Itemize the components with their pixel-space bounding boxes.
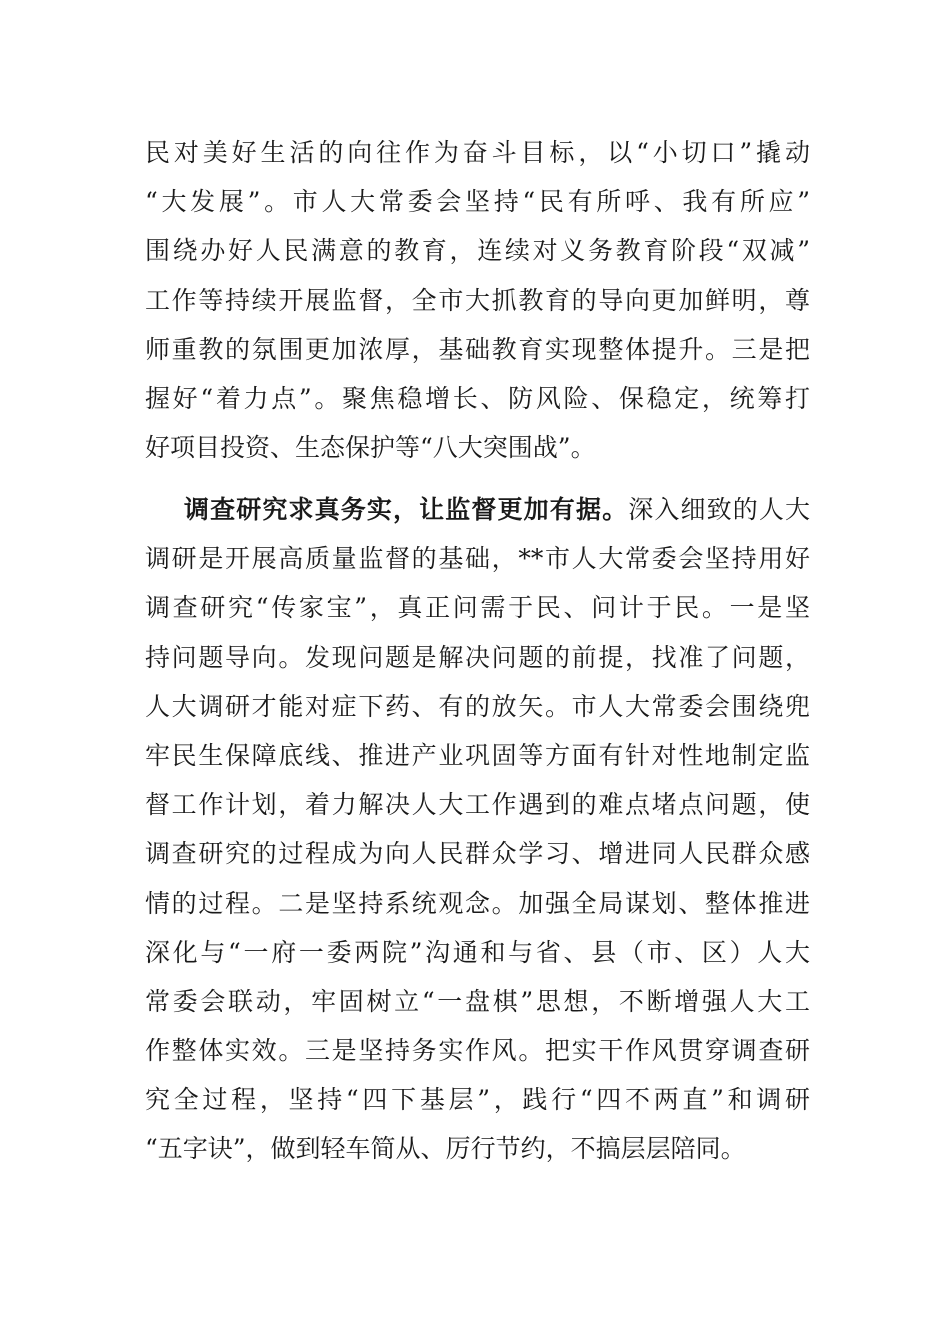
paragraph-1-line: 好项目投资、生态保护等“八大突围战”。 bbox=[145, 433, 596, 463]
paragraph-2-line: 常委会联动，牢固树立“一盘棋”思想，不断增强人大工 bbox=[145, 986, 810, 1016]
paragraph-1-line: 工作等持续开展监督，全市大抓教育的导向更加鲜明，尊 bbox=[145, 285, 810, 315]
paragraph-2-first-line-rest: 深入细致的人大 bbox=[628, 495, 810, 524]
paragraph-1-line: 民对美好生活的向往作为奋斗目标，以“小切口”撬动 bbox=[145, 138, 810, 167]
paragraph-2-line: 调查研究的过程成为向人民群众学习、增进同人民群众感 bbox=[145, 839, 810, 869]
paragraph-2-line: 深化与“一府一委两院”沟通和与省、县（市、区）人大 bbox=[145, 937, 810, 967]
paragraph-1-line: “大发展”。市人大常委会坚持“民有所呼、我有所应” bbox=[145, 187, 810, 217]
paragraph-2-line: 牢民生保障底线、推进产业巩固等方面有针对性地制定监 bbox=[145, 740, 810, 770]
paragraph-1-line: 握好“着力点”。聚焦稳增长、防风险、保稳定，统筹打 bbox=[145, 383, 810, 413]
paragraph-1-line: 师重教的氛围更加浓厚，基础教育实现整体提升。三是把 bbox=[145, 334, 810, 364]
paragraph-1-line: 围绕办好人民满意的教育，连续对义务教育阶段“双减” bbox=[145, 236, 810, 266]
paragraph-2-first-line bbox=[145, 485, 810, 534]
paragraph-2-line: 作整体实效。三是坚持务实作风。把实干作风贯穿调查研 bbox=[145, 1036, 810, 1066]
paragraph-2-line: 督工作计划，着力解决人大工作遇到的难点堵点问题，使 bbox=[145, 790, 810, 820]
paragraph-2-line: 究全过程，坚持“四下基层”，践行“四不两直”和调研 bbox=[145, 1085, 810, 1115]
paragraph-2-line: 调查研究“传家宝”，真正问需于民、问计于民。一是坚 bbox=[145, 593, 810, 623]
paragraph-2-heading: 调查研究求真务实，让监督更加有据。 bbox=[184, 495, 629, 524]
paragraph-2-line: “五字诀”，做到轻车简从、厉行节约，不搞层层陪同。 bbox=[145, 1134, 746, 1164]
paragraph-2 bbox=[145, 485, 810, 1174]
paragraph-2-line: 情的过程。二是坚持系统观念。加强全局谋划、整体推进 bbox=[145, 888, 810, 918]
paragraph-2-line: 人大调研才能对症下药、有的放矢。市人大常委会围绕兜 bbox=[145, 691, 810, 721]
paragraph-2-line: 持问题导向。发现问题是解决问题的前提，找准了问题， bbox=[145, 642, 810, 672]
paragraph-2-line: 调研是开展高质量监督的基础，**市人大常委会坚持用好 bbox=[145, 544, 810, 574]
paragraph-1 bbox=[145, 128, 810, 472]
